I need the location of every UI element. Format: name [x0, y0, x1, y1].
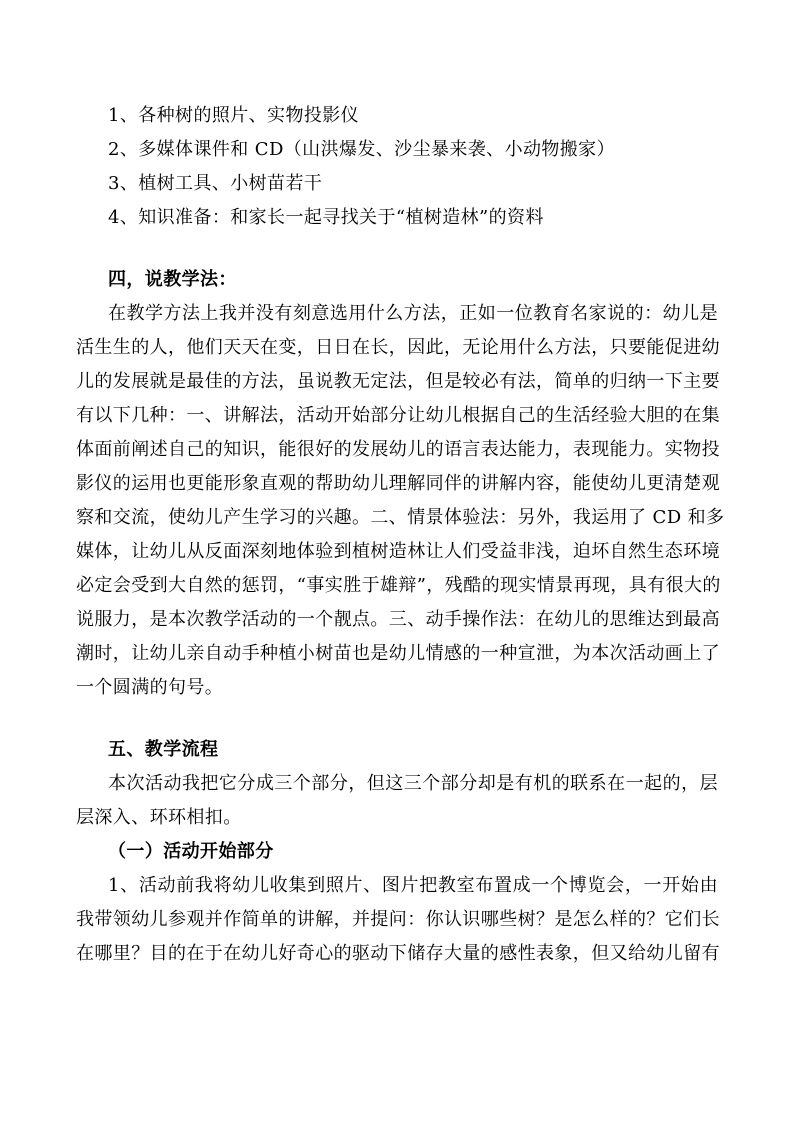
section-5-heading: 五、教学流程	[108, 739, 219, 760]
section-5-line: 本次活动我把它分成三个部分，但这三个部分却是有机的联系在一起的，层	[108, 773, 718, 794]
section-4-line: 一个圆满的句号。	[76, 677, 224, 698]
section-4-line: 活生生的人，他们天天在变，日日在长，因此，无论用什么方法，只要能促进幼	[76, 337, 720, 358]
section-4-line: 说服力，是本次教学活动的一个靓点。三、动手操作法：在幼儿的思维达到最高	[76, 609, 720, 630]
materials-item-3: 3、植树工具、小树苗若干	[108, 173, 323, 194]
section-4-line: 察和交流，使幼儿产生学习的兴趣。二、情景体验法：另外，我运用了 CD 和多	[76, 507, 725, 528]
materials-item-2: 2、多媒体课件和 CD（山洪爆发、沙尘暴来袭、小动物搬家）	[108, 139, 615, 160]
section-5-paragraph-line: 1、活动前我将幼儿收集到照片、图片把教室布置成一个博览会，一开始由	[108, 875, 718, 896]
section-4-line: 潮时，让幼儿亲自动手种植小树苗也是幼儿情感的一种宣泄，为本次活动画上了	[76, 643, 720, 664]
section-4-line: 有以下几种：一、讲解法，活动开始部分让幼儿根据自己的生活经验大胆的在集	[76, 405, 720, 426]
section-4-line: 媒体，让幼儿从反面深刻地体验到植树造林让人们受益非浅，迫坏自然生态环境	[76, 541, 720, 562]
section-5-paragraph-line: 在哪里？目的在于在幼儿好奇心的驱动下储存大量的感性表象，但又给幼儿留有	[76, 943, 720, 964]
section-5-subheading: （一）活动开始部分	[108, 841, 274, 862]
section-4-line: 必定会受到大自然的惩罚，“事实胜于雄辩”，残酷的现实情景再现，具有很大的	[76, 575, 721, 596]
section-4-heading: 四，说教学法：	[108, 269, 237, 290]
materials-item-1: 1、各种树的照片、实物投影仪	[108, 105, 360, 126]
section-5-line: 层深入、环环相扣。	[76, 807, 242, 828]
section-4-line: 影仪的运用也更能形象直观的帮助幼儿理解同伴的讲解内容，能使幼儿更清楚观	[76, 473, 720, 494]
section-4-line: 儿的发展就是最佳的方法，虽说教无定法，但是较必有法，简单的归纳一下主要	[76, 371, 720, 392]
section-4-line: 体面前阐述自己的知识，能很好的发展幼儿的语言表达能力，表现能力。实物投	[76, 439, 720, 460]
materials-item-4: 4、知识准备：和家长一起寻找关于“植树造林”的资料	[108, 207, 544, 228]
section-5-paragraph-line: 我带领幼儿参观并作简单的讲解，并提问：你认识哪些树？是怎么样的？它们长	[76, 909, 720, 930]
section-4-line: 在教学方法上我并没有刻意选用什么方法，正如一位教育名家说的：幼儿是	[108, 303, 718, 324]
